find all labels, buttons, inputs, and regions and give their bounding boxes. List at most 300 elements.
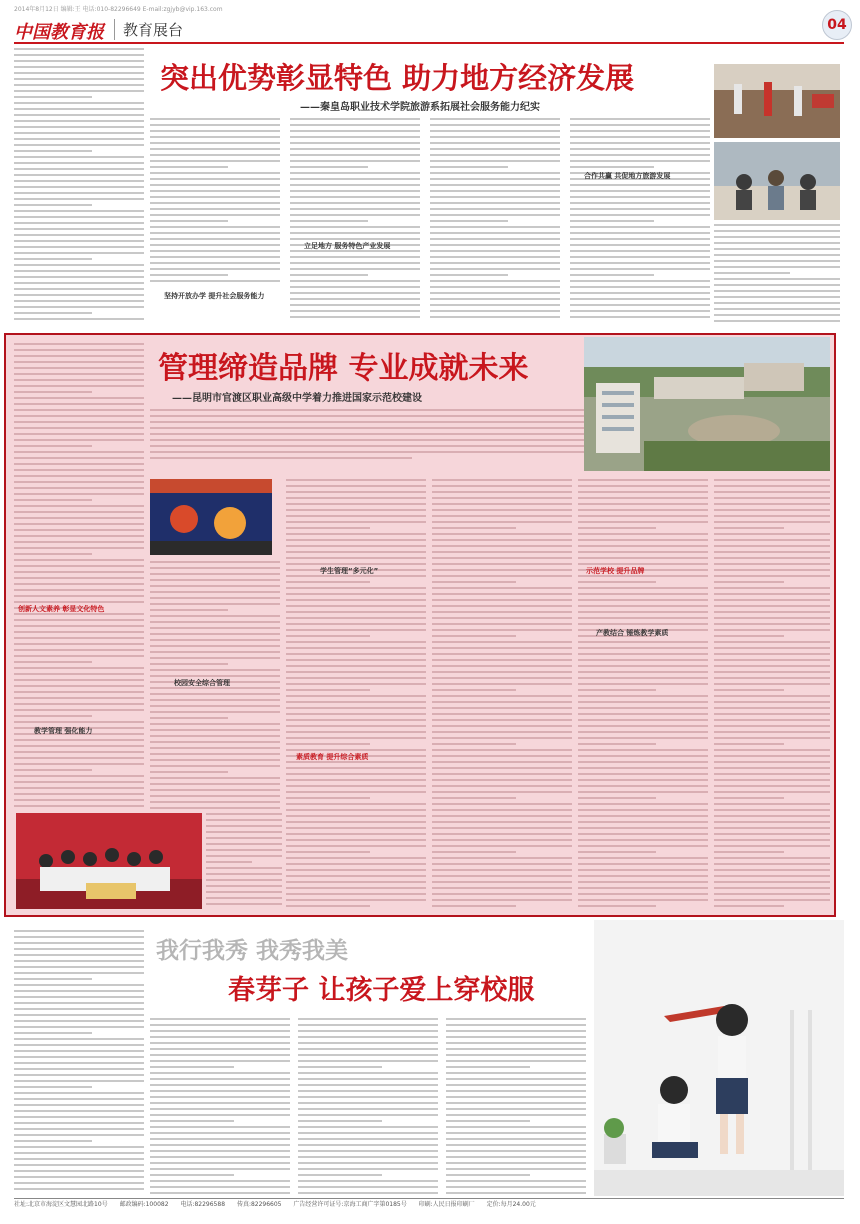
body-text-line <box>14 373 144 375</box>
body-text-line <box>150 1102 290 1104</box>
body-text-line <box>14 174 144 176</box>
body-text-line <box>14 108 144 110</box>
body-text-line <box>14 715 92 717</box>
body-text-line <box>14 48 144 50</box>
article1-right-column <box>714 224 840 328</box>
article2-col-4 <box>432 479 572 909</box>
body-text-line <box>430 232 560 234</box>
body-text-line <box>446 1168 586 1170</box>
body-text-line <box>432 521 572 523</box>
body-text-line <box>286 557 426 559</box>
body-text-line <box>14 942 144 944</box>
body-text-line <box>714 497 830 499</box>
body-text-line <box>714 893 830 895</box>
body-text-line <box>286 551 426 553</box>
body-text-line <box>446 1156 586 1158</box>
body-text-line <box>150 190 280 192</box>
body-text-line <box>446 1042 586 1044</box>
body-text-line <box>286 521 426 523</box>
body-text-line <box>578 893 708 895</box>
body-text-line <box>286 875 426 877</box>
body-text-line <box>714 833 830 835</box>
body-text-line <box>432 539 572 541</box>
body-text-line <box>14 787 144 789</box>
body-text-line <box>286 779 426 781</box>
body-text-line <box>714 551 830 553</box>
body-text-line <box>150 561 280 563</box>
body-text-line <box>286 785 426 787</box>
body-text-line <box>432 497 572 499</box>
body-text-line <box>150 627 280 629</box>
body-text-line <box>570 214 710 216</box>
body-text-line <box>286 689 370 691</box>
body-text-line <box>150 711 280 713</box>
body-text-line <box>150 783 280 785</box>
body-text-line <box>430 280 560 282</box>
body-text-line <box>570 136 710 138</box>
body-text-line <box>432 605 572 607</box>
body-text-line <box>714 617 830 619</box>
body-text-line <box>432 839 572 841</box>
body-text-line <box>150 1078 290 1080</box>
body-text-line <box>14 781 144 783</box>
body-text-line <box>714 815 830 817</box>
body-text-line <box>14 403 144 405</box>
body-text-line <box>286 527 370 529</box>
body-text-line <box>286 629 426 631</box>
body-text-line <box>150 268 280 270</box>
body-text-line <box>150 1126 290 1128</box>
body-text-line <box>570 250 710 252</box>
body-text-line <box>150 639 280 641</box>
body-text-line <box>570 154 710 156</box>
body-text-line <box>14 294 144 296</box>
body-text-line <box>150 801 280 803</box>
body-text-line <box>714 659 830 661</box>
body-text-line <box>150 1066 234 1068</box>
article2-subhead-4: 教学管理 强化能力 <box>34 727 93 735</box>
body-text-line <box>14 168 144 170</box>
body-text-line <box>430 214 560 216</box>
body-text-line <box>14 1122 144 1124</box>
body-text-line <box>446 1150 586 1152</box>
body-text-line <box>290 202 420 204</box>
body-text-line <box>570 268 710 270</box>
body-text-line <box>578 671 708 673</box>
body-text-line <box>14 234 144 236</box>
body-text-line <box>290 172 420 174</box>
body-text-line <box>14 216 144 218</box>
body-text-line <box>298 1090 438 1092</box>
body-text-line <box>714 827 830 829</box>
top-info-line: 2014年8月12日 编辑:王 电话:010-82296649 E-mail:zgjyb@vip.163.com <box>14 6 223 13</box>
body-text-line <box>714 863 830 865</box>
body-text-line <box>570 196 710 198</box>
body-text-line <box>14 1140 92 1142</box>
article2-subhead-7: 产教结合 锤炼教学素质 <box>596 629 669 637</box>
body-text-line <box>578 839 708 841</box>
body-text-line <box>14 1068 144 1070</box>
body-text-line <box>430 196 560 198</box>
body-text-line <box>150 1192 290 1194</box>
body-text-line <box>570 304 710 306</box>
body-text-line <box>14 60 144 62</box>
footer-printer: 印刷:人民日报印刷厂 <box>418 1201 475 1208</box>
body-text-line <box>150 663 228 665</box>
body-text-line <box>714 509 830 511</box>
article2-subhead-3: 校园安全综合管理 <box>174 679 230 687</box>
body-text-line <box>286 899 426 901</box>
body-text-line <box>150 136 280 138</box>
body-text-line <box>14 343 144 345</box>
body-text-line <box>286 479 426 481</box>
body-text-line <box>150 615 280 617</box>
body-text-line <box>286 665 426 667</box>
body-text-line <box>150 1138 290 1140</box>
body-text-line <box>150 1060 290 1062</box>
body-text-line <box>150 669 280 671</box>
body-text-line <box>286 791 426 793</box>
body-text-line <box>432 629 572 631</box>
body-text-line <box>286 671 426 673</box>
body-text-line <box>14 763 144 765</box>
body-text-line <box>578 821 708 823</box>
body-text-line <box>14 312 92 314</box>
body-text-line <box>298 1192 438 1194</box>
body-text-line <box>14 1056 144 1058</box>
body-text-line <box>578 623 708 625</box>
body-text-line <box>14 1026 144 1028</box>
body-text-line <box>430 190 560 192</box>
body-text-line <box>286 593 426 595</box>
body-text-line <box>150 693 280 695</box>
body-text-line <box>14 1062 144 1064</box>
body-text-line <box>14 966 144 968</box>
body-text-line <box>714 719 830 721</box>
article1-subhead-2: 立足地方 服务特色产业发展 <box>304 242 391 250</box>
body-text-line <box>286 647 426 649</box>
body-text-line <box>286 881 426 883</box>
body-text-line <box>150 657 280 659</box>
body-text-line <box>150 621 280 623</box>
body-text-line <box>714 308 840 310</box>
body-text-line <box>150 1186 290 1188</box>
body-text-line <box>578 743 656 745</box>
body-text-line <box>430 142 560 144</box>
article3-children-photo <box>594 920 844 1196</box>
body-text-line <box>14 433 144 435</box>
article2-subhead-5: 素质教育 提升综合素质 <box>296 753 369 761</box>
body-text-line <box>432 803 572 805</box>
body-text-line <box>150 591 280 593</box>
body-text-line <box>578 725 708 727</box>
body-text-line <box>578 803 708 805</box>
body-text-line <box>298 1132 438 1134</box>
body-text-line <box>150 274 228 276</box>
body-text-line <box>14 1002 144 1004</box>
body-text-line <box>290 232 420 234</box>
body-text-line <box>714 749 830 751</box>
featured-article-box <box>4 333 836 917</box>
body-text-line <box>290 292 420 294</box>
body-text-line <box>14 1092 144 1094</box>
body-text-line <box>14 1182 144 1184</box>
body-text-line <box>14 655 144 657</box>
body-text-line <box>298 1042 438 1044</box>
body-text-line <box>290 256 420 258</box>
body-text-line <box>14 565 144 567</box>
body-text-line <box>430 118 560 120</box>
body-text-line <box>578 617 708 619</box>
body-text-line <box>570 142 710 144</box>
body-text-line <box>14 643 144 645</box>
body-text-line <box>286 719 426 721</box>
article1-subheadline: ——秦皇岛职业技术学院旅游系拓展社会服务能力纪实 <box>300 102 540 113</box>
body-text-line <box>286 617 426 619</box>
body-text-line <box>14 1170 144 1172</box>
body-text-line <box>150 795 280 797</box>
article3-left-column <box>14 930 144 1196</box>
body-text-line <box>432 623 572 625</box>
body-text-line <box>446 1024 586 1026</box>
body-text-line <box>578 539 708 541</box>
body-text-line <box>430 148 560 150</box>
body-text-line <box>290 298 420 300</box>
body-text-line <box>432 551 572 553</box>
body-text-line <box>290 316 420 318</box>
body-text-line <box>432 563 572 565</box>
body-text-line <box>14 300 144 302</box>
body-text-line <box>290 118 420 120</box>
body-text-line <box>430 292 560 294</box>
body-text-line <box>150 1156 290 1158</box>
body-text-line <box>150 759 280 761</box>
body-text-line <box>14 379 144 381</box>
body-text-line <box>14 775 144 777</box>
body-text-line <box>150 1132 290 1134</box>
article2-group-photo <box>16 813 202 909</box>
body-text-line <box>290 310 420 312</box>
body-text-line <box>446 1162 586 1164</box>
body-text-line <box>14 1014 144 1016</box>
body-text-line <box>432 791 572 793</box>
footer-license: 广告经营许可证号:京海工商广字第0185号 <box>293 1201 407 1208</box>
body-text-line <box>578 857 708 859</box>
body-text-line <box>14 90 144 92</box>
body-text-line <box>14 120 144 122</box>
body-text-line <box>150 645 280 647</box>
body-text-line <box>14 114 144 116</box>
body-text-line <box>570 232 710 234</box>
body-text-line <box>446 1048 586 1050</box>
body-text-line <box>714 695 830 697</box>
body-text-line <box>150 184 280 186</box>
body-text-line <box>714 563 830 565</box>
footer-price: 定价:每月24.00元 <box>486 1201 536 1208</box>
body-text-line <box>14 553 92 555</box>
body-text-line <box>206 861 252 863</box>
body-text-line <box>578 701 708 703</box>
body-text-line <box>14 505 144 507</box>
body-text-line <box>150 723 280 725</box>
body-text-line <box>430 286 560 288</box>
body-text-line <box>286 863 426 865</box>
body-text-line <box>714 701 830 703</box>
body-text-line <box>150 633 280 635</box>
masthead <box>14 16 847 44</box>
body-text-line <box>14 288 144 290</box>
body-text-line <box>714 533 830 535</box>
body-text-line <box>578 755 708 757</box>
body-text-line <box>432 719 572 721</box>
body-text-line <box>14 625 144 627</box>
body-text-line <box>430 136 560 138</box>
body-text-line <box>286 581 370 583</box>
body-text-line <box>206 867 282 869</box>
body-text-line <box>714 677 830 679</box>
body-text-line <box>432 845 572 847</box>
body-text-line <box>430 178 560 180</box>
body-text-line <box>578 551 708 553</box>
body-text-line <box>150 1090 290 1092</box>
article2-col-5 <box>578 479 708 909</box>
body-text-line <box>286 857 426 859</box>
body-text-line <box>714 485 830 487</box>
body-text-line <box>14 517 144 519</box>
body-text-line <box>430 256 560 258</box>
body-text-line <box>714 503 830 505</box>
body-text-line <box>432 515 572 517</box>
body-text-line <box>286 833 426 835</box>
body-text-line <box>430 166 508 168</box>
body-text-line <box>206 831 282 833</box>
body-text-line <box>578 581 656 583</box>
article2-subheadline: ——昆明市官渡区职业高级中学着力推进国家示范校建设 <box>172 393 422 404</box>
body-text-line <box>286 485 426 487</box>
body-text-line <box>14 1074 144 1076</box>
body-text-line <box>14 198 144 200</box>
body-text-line <box>714 611 830 613</box>
body-text-line <box>578 503 708 505</box>
body-text-line <box>714 284 840 286</box>
article2-campus-photo <box>584 337 830 471</box>
body-text-line <box>570 160 710 162</box>
body-text-line <box>298 1024 438 1026</box>
body-text-line <box>14 1188 144 1190</box>
body-text-line <box>206 897 282 899</box>
body-text-line <box>14 469 144 471</box>
body-text-line <box>286 815 426 817</box>
body-text-line <box>290 226 420 228</box>
body-text-line <box>14 930 144 932</box>
body-text-line <box>432 491 572 493</box>
body-text-line <box>286 563 426 565</box>
body-text-line <box>298 1174 382 1176</box>
body-text-line <box>150 1162 290 1164</box>
body-text-line <box>286 707 426 709</box>
body-text-line <box>298 1186 438 1188</box>
body-text-line <box>714 242 840 244</box>
body-text-line <box>14 186 144 188</box>
body-text-line <box>432 689 516 691</box>
body-text-line <box>206 819 282 821</box>
body-text-line <box>14 246 144 248</box>
body-text-line <box>150 777 280 779</box>
body-text-line <box>298 1084 438 1086</box>
body-text-line <box>432 869 572 871</box>
body-text-line <box>714 479 830 481</box>
body-text-line <box>150 1168 290 1170</box>
body-text-line <box>286 497 426 499</box>
body-text-line <box>286 803 426 805</box>
body-text-line <box>150 196 280 198</box>
body-text-line <box>714 671 830 673</box>
body-text-line <box>432 707 572 709</box>
body-text-line <box>14 529 144 531</box>
body-text-line <box>578 557 708 559</box>
body-text-line <box>578 689 656 691</box>
body-text-line <box>578 845 708 847</box>
body-text-line <box>14 463 144 465</box>
article2-col-3 <box>286 479 426 909</box>
body-text-line <box>14 84 144 86</box>
body-text-line <box>432 857 572 859</box>
body-text-line <box>150 142 280 144</box>
body-text-line <box>714 785 830 787</box>
body-text-line <box>14 793 144 795</box>
body-text-line <box>578 875 708 877</box>
body-text-line <box>290 142 420 144</box>
body-text-line <box>206 843 282 845</box>
body-text-line <box>14 511 144 513</box>
body-text-line <box>150 154 280 156</box>
body-text-line <box>150 457 412 459</box>
body-text-line <box>578 785 708 787</box>
body-text-line <box>150 280 280 282</box>
body-text-line <box>432 659 572 661</box>
body-text-line <box>14 361 144 363</box>
body-text-line <box>432 581 516 583</box>
body-text-line <box>570 190 710 192</box>
body-text-line <box>286 605 426 607</box>
body-text-line <box>298 1054 438 1056</box>
body-text-line <box>714 278 840 280</box>
body-text-line <box>714 296 840 298</box>
body-text-line <box>714 683 830 685</box>
body-text-line <box>714 230 840 232</box>
article1-photo-bottom-image <box>714 142 840 220</box>
body-text-line <box>432 617 572 619</box>
body-text-line <box>714 629 830 631</box>
body-text-line <box>446 1192 586 1194</box>
body-text-line <box>14 984 144 986</box>
article1-photo-top-image <box>714 64 840 138</box>
body-text-line <box>570 130 710 132</box>
body-text-line <box>14 679 144 681</box>
body-text-line <box>286 623 426 625</box>
body-text-line <box>14 144 144 146</box>
body-text-line <box>206 879 282 881</box>
body-text-line <box>290 196 420 198</box>
body-text-line <box>14 306 144 308</box>
body-text-line <box>286 767 426 769</box>
body-text-line <box>714 905 784 907</box>
body-text-line <box>150 232 280 234</box>
body-text-line <box>14 78 144 80</box>
body-text-line <box>446 1102 586 1104</box>
body-text-line <box>578 767 708 769</box>
body-text-line <box>432 749 572 751</box>
